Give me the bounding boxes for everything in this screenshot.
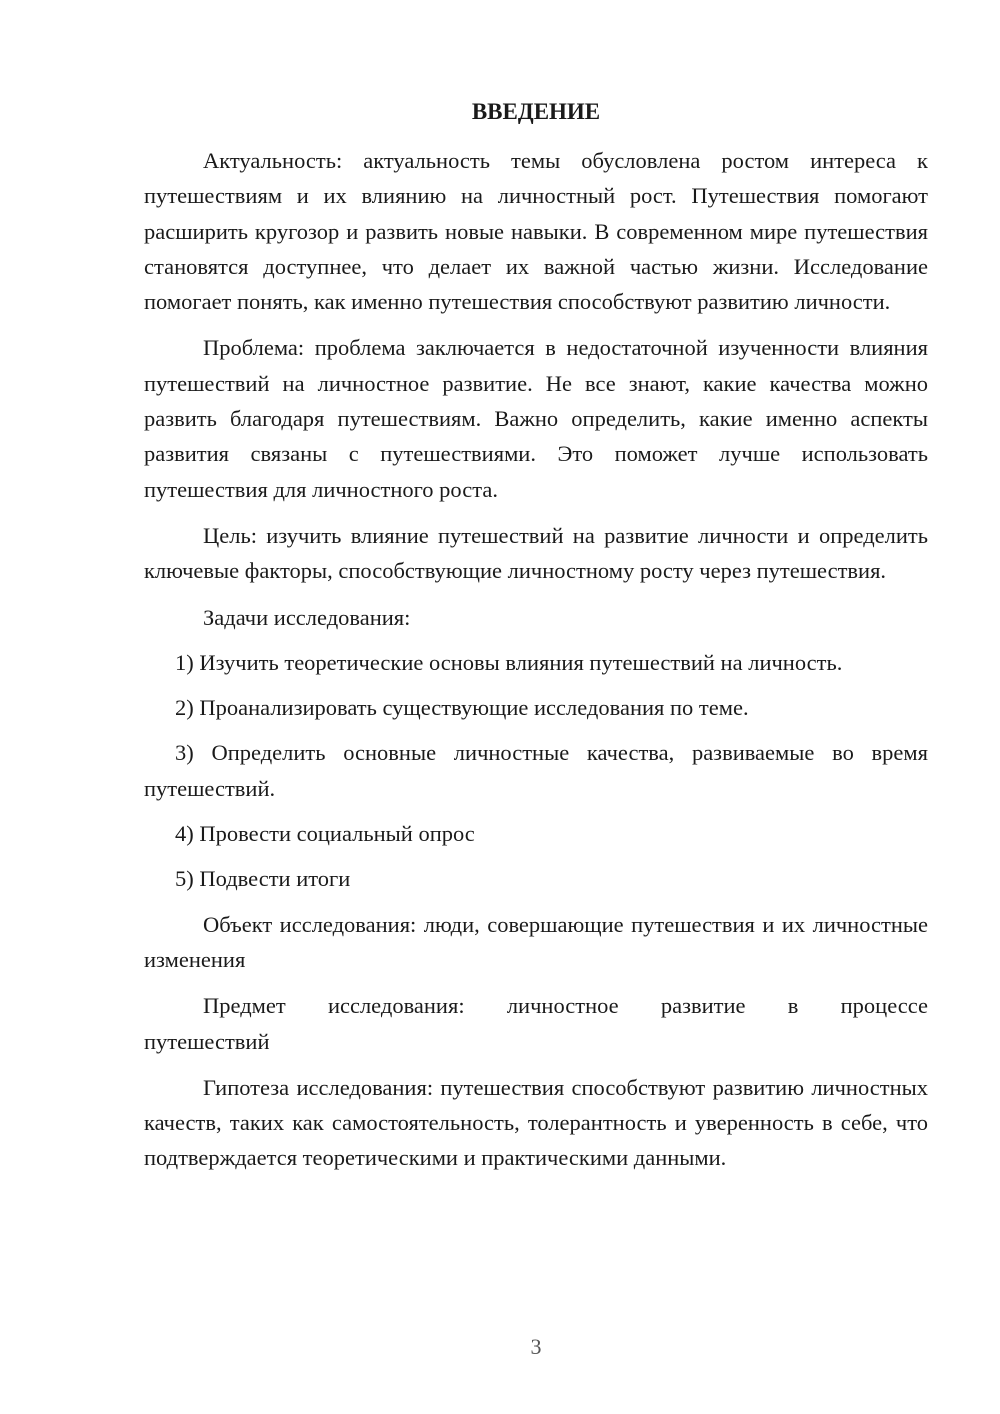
- list-item: 3) Определить основные личностные качества, развиваемые во время путешествий.: [144, 740, 928, 801]
- page-number: 3: [530, 1334, 542, 1359]
- document-body: [144, 143, 928, 1187]
- subject-line: Предмет исследования: личностное развитие в процессе: [203, 993, 928, 1019]
- list-item: 5) Подвести итоги: [175, 866, 351, 892]
- list-item: 2) Проанализировать существующие исследования по теме.: [175, 695, 749, 721]
- list-item: 1) Изучить теоретические основы влияния путешествий на личность.: [175, 649, 843, 675]
- hypothesis-paragraph: Гипотеза исследования: путешествия способствуют развитию личностных качеств, таких как самостоятельность, толерантность и уверенность в себе, что подтверждается теоретическими и практическими данными.: [144, 1074, 928, 1171]
- object-paragraph: Объект исследования: люди, совершающие путешествия и их личностные изменения: [144, 911, 928, 972]
- relevance-paragraph: Актуальность: актуальность темы обусловлена ростом интереса к путешествиям и их влиянию на личностный рост. Путешествия помогают расширить кругозор и развить новые навыки. В современном мире путешествия становятся доступнее, что делает их важной частью жизни. Исследование помогает понять, как именно путешествия способствуют развитию личности.: [144, 148, 928, 315]
- problem-paragraph: Проблема: проблема заключается в недостаточной изученности влияния путешествий на личностное развитие. Не все знают, какие качества можно развить благодаря путешествиям. Важно определить, какие именно аспекты развития связаны с путешествиями. Это поможет лучше использовать путешествия для личностного роста.: [144, 335, 928, 502]
- page-title: ВВЕДЕНИЕ: [471, 99, 601, 124]
- goal-paragraph: Цель: изучить влияние путешествий на развитие личности и определить ключевые факторы, способствующие личностному росту через путешествия.: [144, 522, 928, 584]
- subject-paragraph: [144, 988, 928, 1059]
- tasks-heading: Задачи исследования:: [203, 604, 411, 630]
- list-item: 4) Провести социальный опрос: [175, 821, 475, 847]
- subject-line: путешествий: [144, 1028, 270, 1054]
- tasks-list: [144, 645, 928, 897]
